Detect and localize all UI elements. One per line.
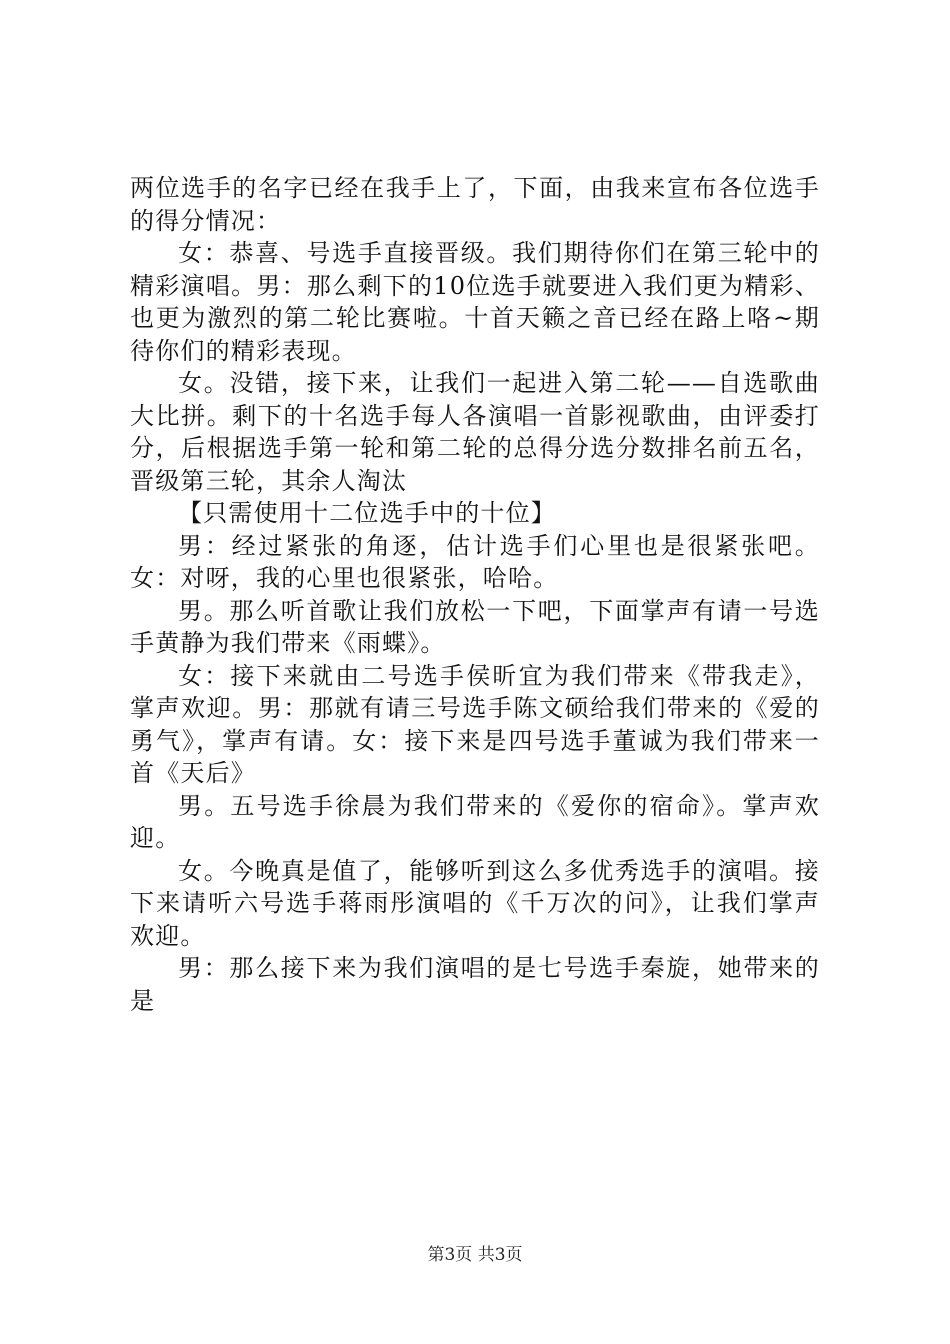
paragraph-7: 女：接下来就由二号选手侯昕宜为我们带来《带我走》，掌声欢迎。男：那就有请三号选手陈文硕给我们带来的《爱的勇气》，掌声有请。女：接下来是四号选手董诚为我们带来一首《天后》	[130, 661, 820, 787]
paragraph-8: 男。五号选手徐晨为我们带来的《爱你的宿命》。掌声欢迎。	[130, 791, 820, 852]
page-number-footer: 第3页 共3页	[427, 1245, 523, 1265]
document-body	[130, 172, 820, 1017]
paragraph-4: 【只需使用十二位选手中的十位】	[178, 499, 556, 527]
paragraph-6: 男。那么听首歌让我们放松一下吧，下面掌声有请一号选手黄静为我们带来《雨蝶》。	[130, 596, 820, 657]
paragraph-3: 女。没错，接下来，让我们一起进入第二轮——自选歌曲大比拼。剩下的十名选手每人各演唱一首影视歌曲，由评委打分，后根据选手第一轮和第二轮的总得分选分数排名前五名，晋级第三轮，其余人淘汰	[130, 369, 820, 495]
paragraph-1: 两位选手的名字已经在我手上了，下面，由我来宣布各位选手的得分情况：	[130, 174, 820, 235]
paragraph-2: 女：恭喜、号选手直接晋级。我们期待你们在第三轮中的精彩演唱。男：那么剩下的10位选手就要进入我们更为精彩、也更为激烈的第二轮比赛啦。十首天籁之音已经在路上咯~期待你们的精彩表现。	[130, 239, 820, 365]
paragraph-10: 男：那么接下来为我们演唱的是七号选手秦旋，她带来的是	[130, 954, 820, 1015]
paragraph-5: 男：经过紧张的角逐，估计选手们心里也是很紧张吧。女：对呀，我的心里也很紧张，哈哈。	[130, 531, 820, 592]
paragraph-9: 女。今晚真是值了，能够听到这么多优秀选手的演唱。接下来请听六号选手蒋雨彤演唱的《千万次的问》，让我们掌声欢迎。	[130, 856, 820, 950]
